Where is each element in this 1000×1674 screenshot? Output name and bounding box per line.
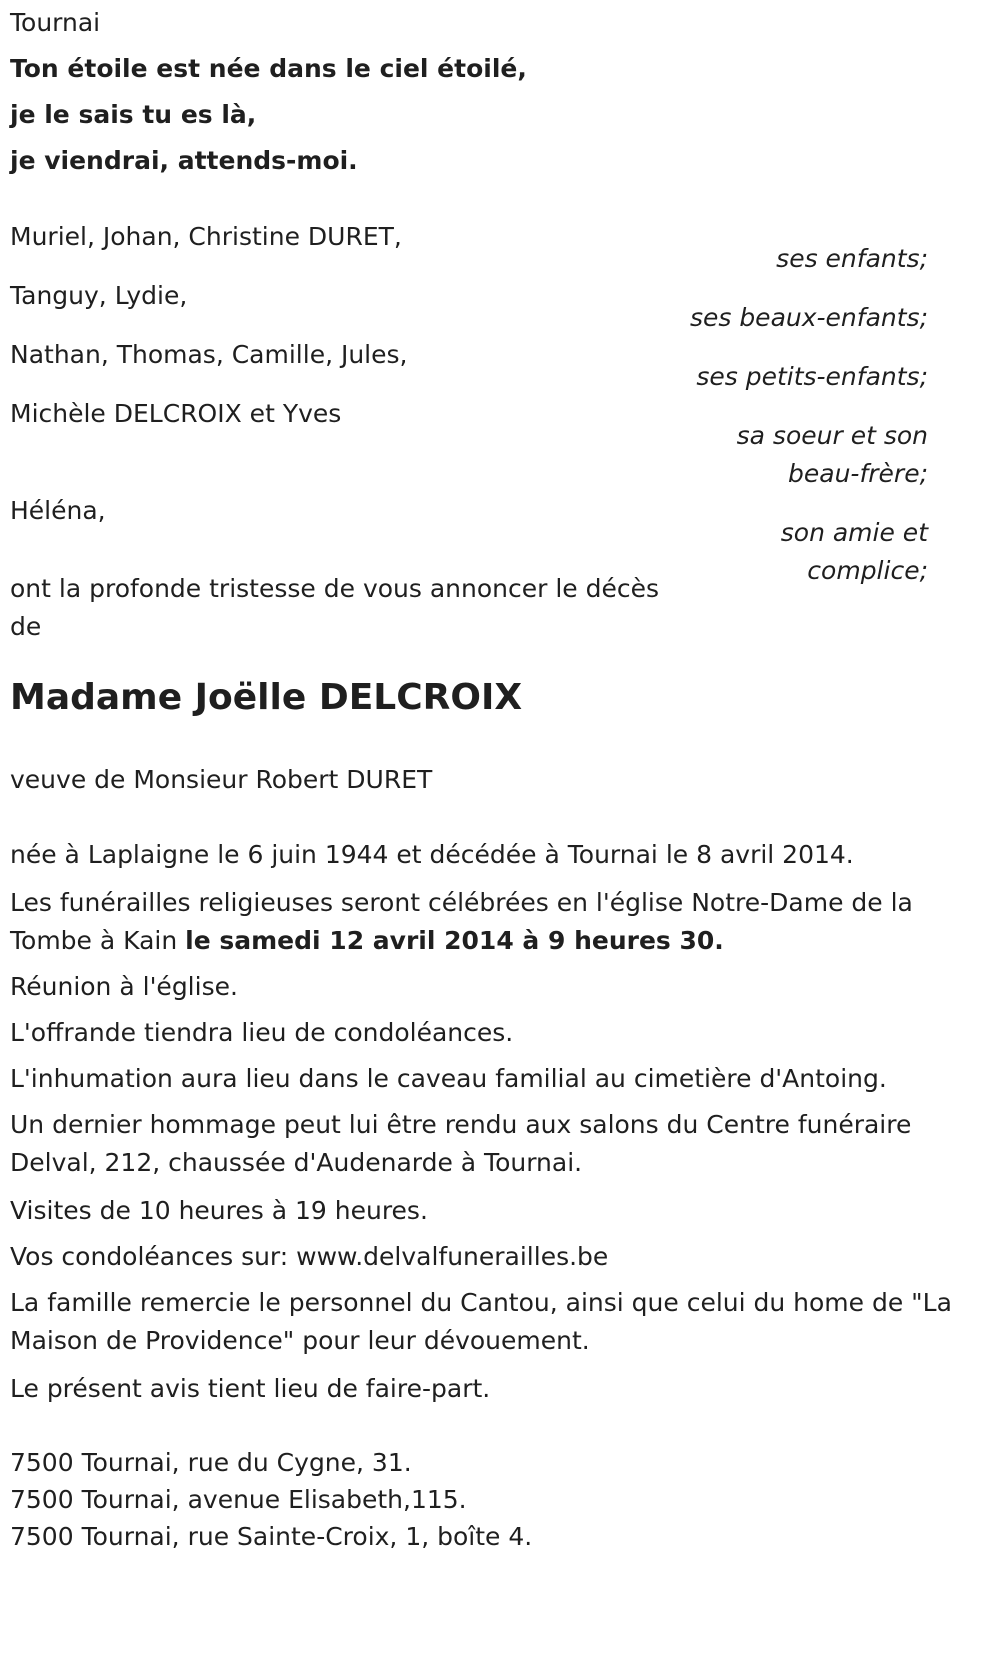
- family-names: Muriel, Johan, Christine DURET,: [10, 222, 402, 251]
- family-names: Nathan, Thomas, Camille, Jules,: [10, 340, 408, 369]
- funeral-text: Les funérailles religieuses seront célébrées en l'église Notre-Dame de la Tombe à Kain: [10, 888, 913, 955]
- detail-line: Le présent avis tient lieu de faire-part.: [10, 1374, 491, 1403]
- city-heading: Tournai: [10, 8, 101, 37]
- family-names: Michèle DELCROIX et Yves: [10, 399, 342, 428]
- family-relation: [781, 514, 928, 590]
- detail-line: L'inhumation aura lieu dans le caveau familial au cimetière d'Antoing.: [10, 1064, 887, 1093]
- relation-line: beau-frère;: [788, 459, 928, 488]
- address-list: [10, 1444, 532, 1555]
- announcement: [10, 570, 659, 646]
- widow-of: veuve de Monsieur Robert DURET: [10, 765, 433, 794]
- relation-line: sa soeur et son: [736, 421, 928, 450]
- detail-line: Réunion à l'église.: [10, 972, 238, 1001]
- announcement-line: de: [10, 612, 42, 641]
- poem-line: je le sais tu es là,: [10, 100, 257, 129]
- funeral-info: [10, 884, 985, 960]
- address-line: 7500 Tournai, rue Sainte-Croix, 1, boîte 4.: [10, 1522, 533, 1551]
- family-names: Tanguy, Lydie,: [10, 281, 188, 310]
- born-died: née à Laplaigne le 6 juin 1944 et décédée à Tournai le 8 avril 2014.: [10, 840, 854, 869]
- poem-line: Ton étoile est née dans le ciel étoilé,: [10, 54, 527, 83]
- announcement-line: ont la profonde tristesse de vous annoncer le décès: [10, 574, 660, 603]
- family-relation: ses enfants;: [776, 244, 928, 273]
- funeral-date: le samedi 12 avril 2014 à 9 heures 30.: [185, 926, 724, 955]
- detail-line: Visites de 10 heures à 19 heures.: [10, 1196, 428, 1225]
- condolences-website: Vos condoléances sur: www.delvalfunerailles.be: [10, 1242, 609, 1271]
- relation-line: complice;: [807, 556, 928, 585]
- detail-line: La famille remercie le personnel du Cantou, ainsi que celui du home de "La Maison de Providence" pour leur dévouement.: [10, 1288, 952, 1355]
- detail-line: L'offrande tiendra lieu de condoléances.: [10, 1018, 514, 1047]
- family-relation: [737, 417, 928, 493]
- relation-line: son amie et: [780, 518, 928, 547]
- family-relation: ses petits-enfants;: [696, 362, 928, 391]
- family-relation: ses beaux-enfants;: [689, 303, 928, 332]
- address-line: 7500 Tournai, avenue Elisabeth,115.: [10, 1485, 467, 1514]
- poem-line: je viendrai, attends-moi.: [10, 146, 358, 175]
- detail-line: Un dernier hommage peut lui être rendu aux salons du Centre funéraire Delval, 212, chaussée d'Audenarde à Tournai.: [10, 1110, 912, 1177]
- deceased-name: Madame Joëlle DELCROIX: [10, 677, 523, 718]
- family-names: Héléna,: [10, 496, 106, 525]
- address-line: 7500 Tournai, rue du Cygne, 31.: [10, 1448, 412, 1477]
